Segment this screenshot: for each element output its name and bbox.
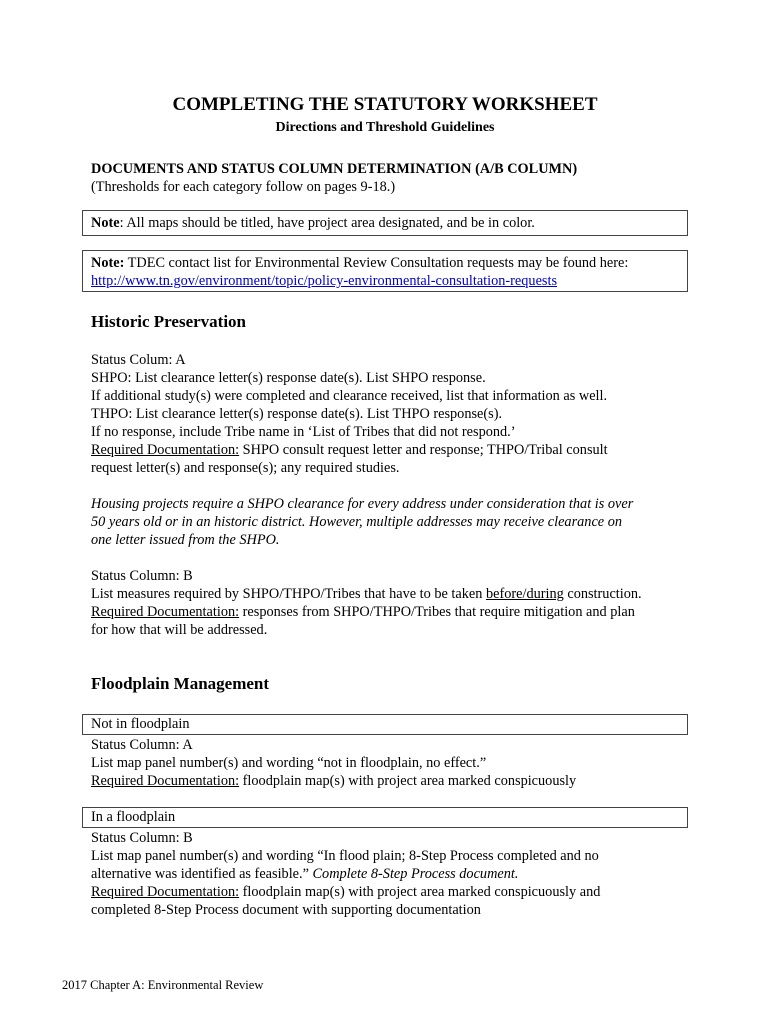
required-text: floodplain map(s) with project area marked conspicuously and	[239, 884, 601, 900]
note-tdec-text	[91, 254, 628, 272]
historic-shpo: SHPO: List clearance letter(s) response date(s). List SHPO response.	[91, 370, 486, 386]
historic-no-response: If no response, include Tribe name in ‘List of Tribes that did not respond.’	[91, 424, 516, 440]
measures-prefix: List measures required by SHPO/THPO/Tribes that have to be taken	[91, 586, 486, 602]
in-floodplain-box	[82, 807, 688, 828]
historic-required-docs-cont: request letter(s) and response(s); any required studies.	[91, 460, 400, 476]
historic-heading: Historic Preservation	[91, 312, 247, 331]
floodplain-in-list-1: List map panel number(s) and wording “In flood plain; 8-Step Process completed and no	[91, 848, 599, 864]
note-maps-text	[91, 214, 535, 232]
housing-note-3: one letter issued from the SHPO.	[91, 532, 280, 548]
required-label: Required Documentation:	[91, 604, 240, 620]
eight-step-instruction: Complete 8-Step Process document.	[312, 866, 519, 882]
required-label: Required Documentation:	[91, 884, 240, 900]
page-subtitle: Directions and Threshold Guidelines	[275, 120, 495, 135]
in-floodplain-label: In a floodplain	[91, 809, 176, 825]
historic-required-b	[91, 603, 635, 621]
required-label: Required Documentation:	[91, 442, 240, 458]
required-text: responses from SHPO/THPO/Tribes that require mitigation and plan	[239, 604, 635, 620]
note-label: Note	[91, 215, 120, 231]
note-tdec-body: TDEC contact list for Environmental Review Consultation requests may be found here:	[124, 255, 629, 271]
floodplain-not-in-required	[91, 772, 576, 790]
historic-measures	[91, 585, 642, 603]
not-in-floodplain-label: Not in floodplain	[91, 716, 190, 732]
not-in-floodplain-box	[82, 714, 688, 735]
historic-thpo: THPO: List clearance letter(s) response date(s). List THPO response(s).	[91, 406, 503, 422]
thresholds-note: (Thresholds for each category follow on pages 9-18.)	[91, 179, 396, 195]
floodplain-in-list-2	[91, 865, 518, 883]
documents-heading: DOCUMENTS AND STATUS COLUMN DETERMINATION (A/B COLUMN)	[91, 161, 578, 177]
note-box-tdec	[82, 250, 688, 292]
note-box-maps	[82, 210, 688, 236]
historic-status-a: Status Colum: A	[91, 352, 186, 368]
floodplain-status-b: Status Column: B	[91, 830, 193, 846]
required-text: SHPO consult request letter and response; THPO/Tribal consult	[239, 442, 608, 458]
tdec-link[interactable]: http://www.tn.gov/environment/topic/policy-environmental-consultation-requests	[91, 273, 558, 289]
historic-required-docs	[91, 441, 608, 459]
page-title: COMPLETING THE STATUTORY WORKSHEET	[172, 94, 598, 115]
historic-status-b: Status Column: B	[91, 568, 193, 584]
floodplain-in-required-cont: completed 8-Step Process document with supporting documentation	[91, 902, 481, 918]
floodplain-not-in-list: List map panel number(s) and wording “not in floodplain, no effect.”	[91, 755, 487, 771]
floodplain-status-a: Status Column: A	[91, 737, 193, 753]
housing-note-2: 50 years old or in an historic district. However, multiple addresses may receive clearance on	[91, 514, 623, 530]
note-label: Note:	[91, 255, 125, 271]
floodplain-heading: Floodplain Management	[91, 674, 270, 693]
measures-timing: before/during	[485, 586, 564, 602]
page-footer: 2017 Chapter A: Environmental Review	[62, 978, 264, 992]
required-text: floodplain map(s) with project area marked conspicuously	[239, 773, 577, 789]
historic-required-b-cont: for how that will be addressed.	[91, 622, 268, 638]
housing-note-1: Housing projects require a SHPO clearance for every address under consideration that is over	[91, 496, 634, 512]
floodplain-in-required	[91, 883, 600, 901]
historic-additional: If additional study(s) were completed and clearance received, list that information as well.	[91, 388, 608, 404]
list-text: alternative was identified as feasible.”	[91, 866, 313, 882]
measures-suffix: construction.	[563, 586, 642, 602]
required-label: Required Documentation:	[91, 773, 240, 789]
note-maps-body: : All maps should be titled, have project area designated, and be in color.	[119, 215, 535, 231]
